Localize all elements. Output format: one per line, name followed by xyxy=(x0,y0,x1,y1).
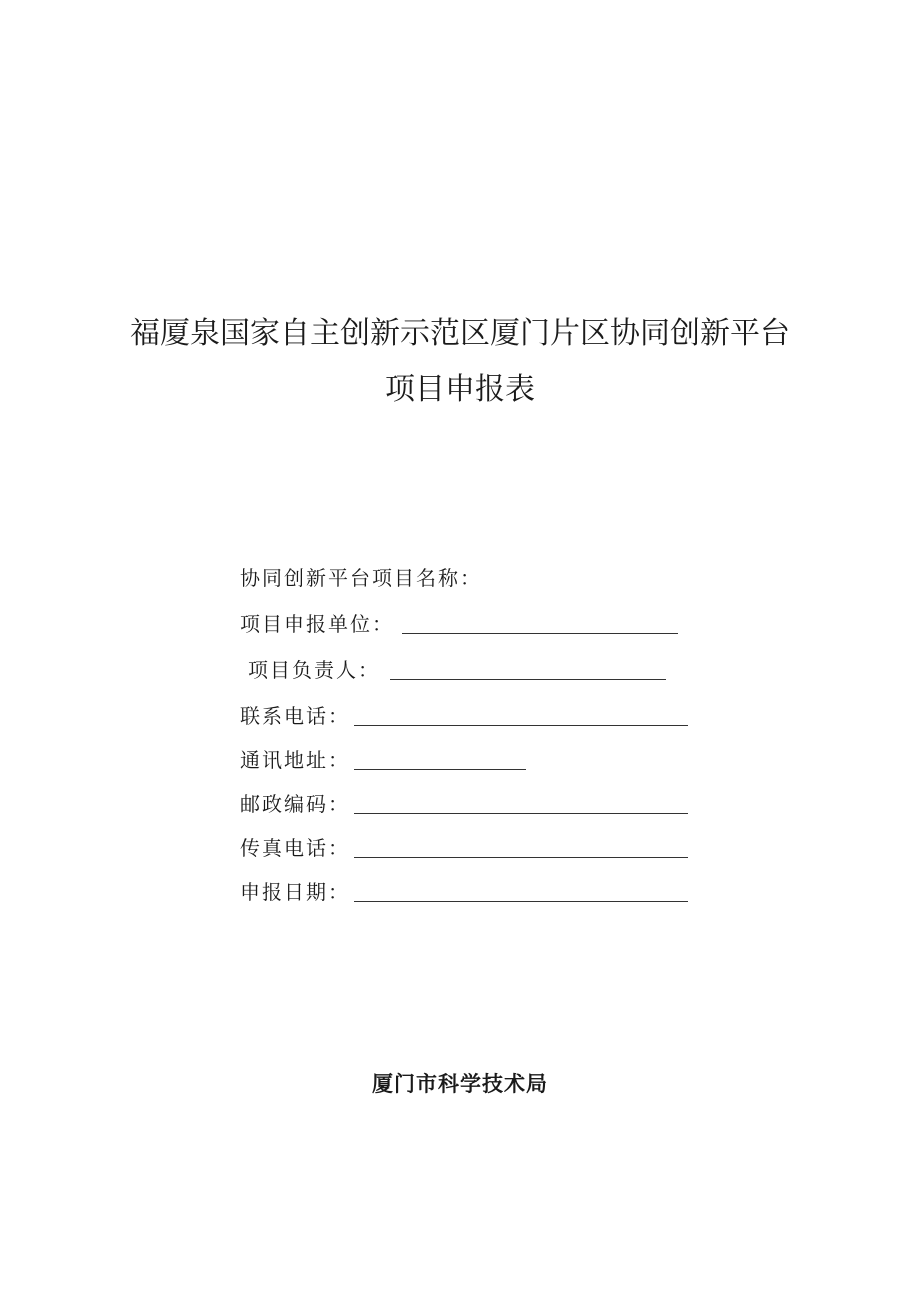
field-label: 邮政编码： xyxy=(240,792,350,816)
fill-in-line xyxy=(402,613,678,634)
field-postal-code xyxy=(240,786,688,816)
field-label: 传真电话： xyxy=(240,836,350,860)
field-applicant-unit xyxy=(240,606,678,636)
fill-in-line xyxy=(354,837,688,858)
field-label: 通讯地址： xyxy=(240,748,350,772)
document-title-line-2: 项目申报表 xyxy=(385,372,535,407)
field-label: 协同创新平台项目名称： xyxy=(240,566,482,590)
fill-in-line xyxy=(354,705,688,726)
field-platform-project-name xyxy=(240,560,482,590)
field-label: 项目申报单位： xyxy=(240,612,394,636)
fill-in-line xyxy=(390,659,666,680)
fill-in-line xyxy=(354,881,688,902)
field-mailing-address xyxy=(240,742,526,772)
field-label: 申报日期： xyxy=(240,880,350,904)
field-label: 项目负责人： xyxy=(248,658,380,682)
field-contact-phone xyxy=(240,698,688,728)
issuing-authority: 厦门市科学技术局 xyxy=(372,1071,548,1096)
field-label: 联系电话： xyxy=(240,704,350,728)
field-fax-phone xyxy=(240,830,688,860)
fill-in-line xyxy=(354,749,526,770)
field-project-leader xyxy=(248,652,666,682)
field-application-date xyxy=(240,874,688,904)
fill-in-line xyxy=(354,793,688,814)
document-title-line-1: 福厦泉国家自主创新示范区厦门片区协同创新平台 xyxy=(130,316,790,351)
